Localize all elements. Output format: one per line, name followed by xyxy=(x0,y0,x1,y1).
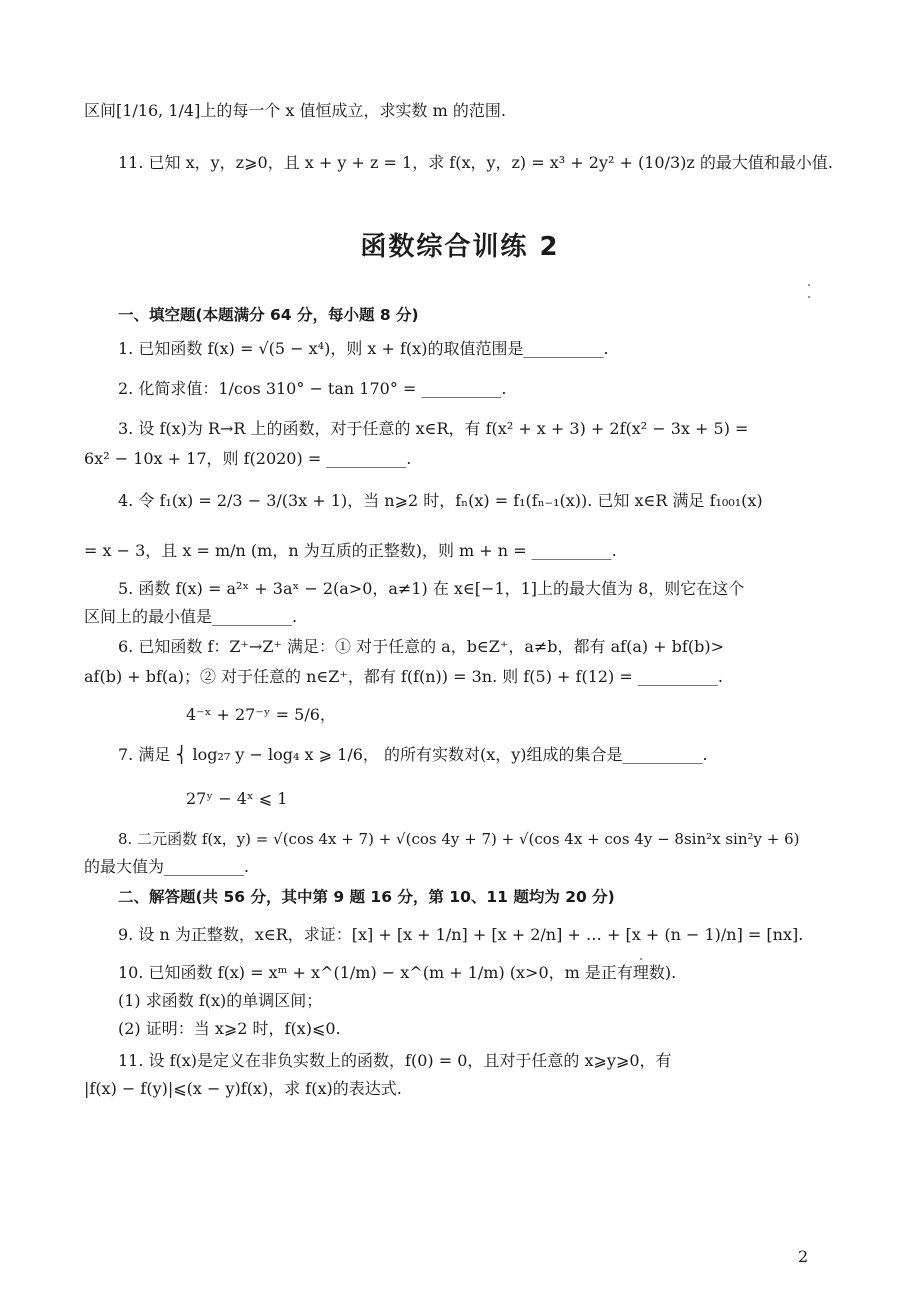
question-10: 10. 已知函数 f(x) = xᵐ + x^(1/m) − x^(m + 1/m) (x>0，m 是正有理数). xyxy=(118,963,677,982)
scan-speck xyxy=(640,958,642,960)
question-3-line-2: 6x² − 10x + 17，则 f(2020) = __________. xyxy=(84,449,412,468)
previous-problem-11: 11. 已知 x，y，z⩾0，且 x + y + z = 1，求 f(x，y，z) = x³ + 2y² + (10/3)z 的最大值和最小值. xyxy=(118,153,833,172)
question-2: 2. 化简求值：1/cos 310° − tan 170° = __________. xyxy=(118,379,507,398)
question-8-line-1: 8. 二元函数 f(x，y) = √(cos 4x + 7) + √(cos 4y + 7) + √(cos 4x + cos 4y − 8sin²x sin²y + 6) xyxy=(118,830,800,848)
scan-speck xyxy=(808,284,810,286)
question-5-line-1: 5. 函数 f(x) = a²ˣ + 3aˣ − 2(a>0，a≠1) 在 x∈[−1，1]上的最大值为 8，则它在这个 xyxy=(118,579,745,598)
section-heading-solutions: 二、解答题(共 56 分，其中第 9 题 16 分，第 10、11 题均为 20 分) xyxy=(118,888,615,906)
question-4-line-1: 4. 令 f₁(x) = 2/3 − 3/(3x + 1)，当 n⩾2 时，fₙ(x) = f₁(fₙ₋₁(x)). 已知 x∈R 满足 f₁₀₀₁(x) xyxy=(118,491,763,510)
question-6-line-2: af(b) + bf(a)；② 对于任意的 n∈Z⁺，都有 f(f(n)) = 3n. 则 f(5) + f(12) = __________. xyxy=(84,667,723,686)
question-7-system-eq-1: 4⁻ˣ + 27⁻ʸ = 5/6， xyxy=(186,705,336,724)
page-title: 函数综合训练 2 xyxy=(360,232,560,262)
question-7-system-eq-3: 27ʸ − 4ˣ ⩽ 1 xyxy=(186,789,288,808)
question-8-line-2: 的最大值为__________. xyxy=(84,857,250,876)
question-11-line-2: |f(x) − f(y)|⩽(x − y)f(x)，求 f(x)的表达式. xyxy=(84,1079,402,1098)
question-3-line-1: 3. 设 f(x)为 R→R 上的函数，对于任意的 x∈R，有 f(x² + x + 3) + 2f(x² − 3x + 5) = xyxy=(118,419,749,438)
question-4-line-2: = x − 3，且 x = m/n (m，n 为互质的正整数)，则 m + n = __________. xyxy=(84,541,617,560)
question-11-line-1: 11. 设 f(x)是定义在非负实数上的函数，f(0) = 0，且对于任意的 x⩾y⩾0，有 xyxy=(118,1051,672,1070)
question-7: 7. 满足 ⎨ log₂₇ y − log₄ x ⩾ 1/6， 的所有实数对(x，y)组成的集合是__________. xyxy=(118,745,708,764)
page-number: 2 xyxy=(798,1247,809,1266)
question-10-part-1: (1) 求函数 f(x)的单调区间； xyxy=(118,991,323,1010)
scan-speck xyxy=(808,296,810,298)
question-10-part-2: (2) 证明：当 x⩾2 时，f(x)⩽0. xyxy=(118,1019,341,1038)
question-6-line-1: 6. 已知函数 f：Z⁺→Z⁺ 满足：① 对于任意的 a，b∈Z⁺，a≠b，都有 af(a) + bf(b)> xyxy=(118,637,724,656)
question-1: 1. 已知函数 f(x) = √(5 − x⁴)，则 x + f(x)的取值范围是__________. xyxy=(118,339,609,358)
question-9: 9. 设 n 为正整数，x∈R，求证：[x] + [x + 1/n] + [x + 2/n] + … + [x + (n − 1)/n] = [nx]. xyxy=(118,925,804,944)
previous-problem-condition: 区间[1/16, 1/4]上的每一个 x 值恒成立，求实数 m 的范围. xyxy=(84,101,506,120)
section-heading-fill-in: 一、填空题(本题满分 64 分，每小题 8 分) xyxy=(118,306,419,324)
question-5-line-2: 区间上的最小值是__________. xyxy=(84,607,298,626)
